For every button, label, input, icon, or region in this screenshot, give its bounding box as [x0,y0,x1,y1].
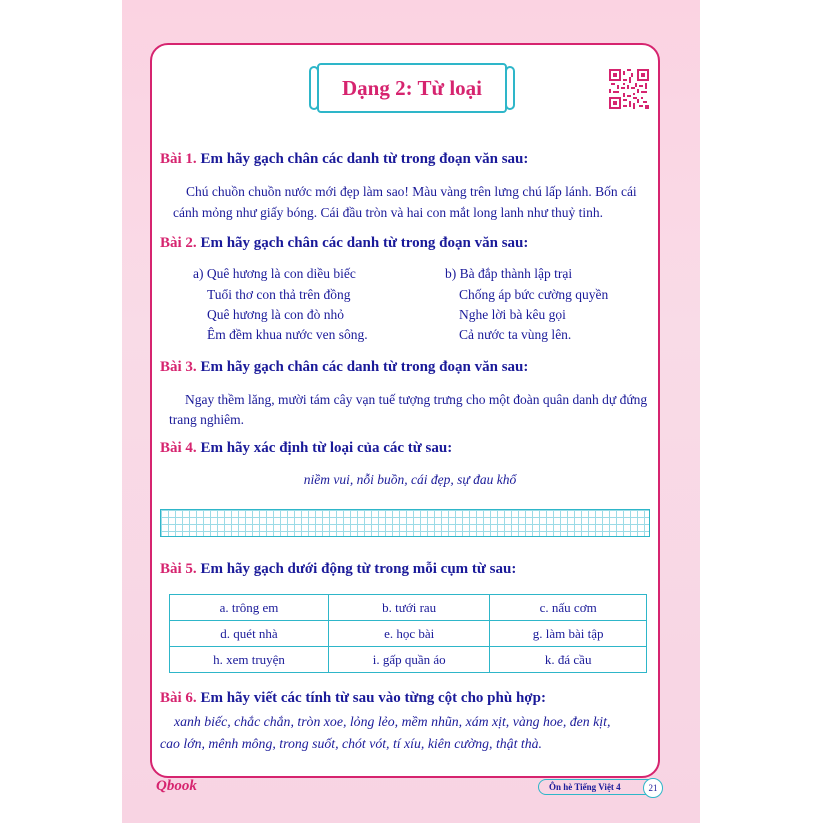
table-cell: g. làm bài tập [490,621,647,647]
exercise-3-heading: Bài 3. Em hãy gạch chân các danh từ trong đoạn văn sau: [160,359,529,375]
scroll-curl-left-icon [309,66,319,110]
poem-b-line4: Cả nước ta vùng lên. [459,327,572,342]
poem-b-line2: Chống áp bức cường quyền [459,287,609,302]
book-title-label: Ôn hè Tiếng Việt 4 [538,779,656,795]
exercise-3-text-line2: trang nghiêm. [169,412,244,427]
poem-b-line1: b) Bà đắp thành lập trại [445,266,573,281]
exercise-4-heading: Bài 4. Em hãy xác định từ loại của các từ sau: [160,440,453,456]
title-banner [317,63,507,113]
table-cell: a. trông em [170,595,329,621]
table-row [170,621,647,647]
table-cell: e. học bài [329,621,490,647]
exercise-1-text-line1: Chú chuồn chuồn nước mới đẹp làm sao! Màu vàng trên lưng chú lấp lánh. Bốn cái [186,184,637,199]
scroll-curl-right-icon [505,66,515,110]
table-cell: k. đá cầu [490,647,647,673]
writing-grid[interactable] [160,509,650,537]
qr-code-icon[interactable] [609,69,649,109]
table-cell: d. quét nhà [170,621,329,647]
brand-logo: Qbook [156,778,197,794]
table-cell: c. nấu cơm [490,595,647,621]
table-row [170,595,647,621]
poem-a-line3: Quê hương là con đò nhỏ [207,307,345,322]
exercise-2-heading: Bài 2. Em hãy gạch chân các danh từ trong đoạn văn sau: [160,235,529,251]
exercise-6-adjectives [160,711,660,755]
exercise-1-heading: Bài 1. Em hãy gạch chân các danh từ trong đoạn văn sau: [160,151,529,167]
table-cell: i. gấp quần áo [329,647,490,673]
page-number: 21 [643,778,663,798]
exercise-4-words: niềm vui, nỗi buồn, cái đẹp, sự đau khổ [303,472,517,487]
table-cell: h. xem truyện [170,647,329,673]
adjectives-line2: cao lớn, mênh mông, trong suốt, chót vót, tí xíu, kiên cường, thật thà. [160,736,542,751]
exercise-3-text-line1: Ngay thềm lăng, mười tám cây vạn tuế tượng trưng cho một đoàn quân danh dự đứng [185,392,648,407]
table-row [170,647,647,673]
poem-a-line4: Êm đềm khua nước ven sông. [207,327,368,342]
poem-b-line3: Nghe lời bà kêu gọi [459,307,566,322]
poem-a-line1: a) Quê hương là con diều biếc [193,266,356,281]
adjectives-line1: xanh biếc, chắc chắn, tròn xoe, lỏng lẻo, mềm nhũn, xám xịt, vàng hoe, đen kịt, [174,714,611,729]
exercise-6-heading: Bài 6. Em hãy viết các tính từ sau vào từng cột cho phù hợp: [160,690,546,706]
exercise-1-text-line2: cánh mỏng như giấy bóng. Cái đầu tròn và hai con mắt long lanh như thuỷ tinh. [173,205,604,220]
verb-phrase-table [169,594,647,673]
page-title: Dạng 2: Từ loại [342,75,482,100]
table-cell: b. tưới rau [329,595,490,621]
poem-a-line2: Tuổi thơ con thả trên đồng [207,287,351,302]
exercise-5-heading: Bài 5. Em hãy gạch dưới động từ trong mỗi cụm từ sau: [160,561,517,577]
